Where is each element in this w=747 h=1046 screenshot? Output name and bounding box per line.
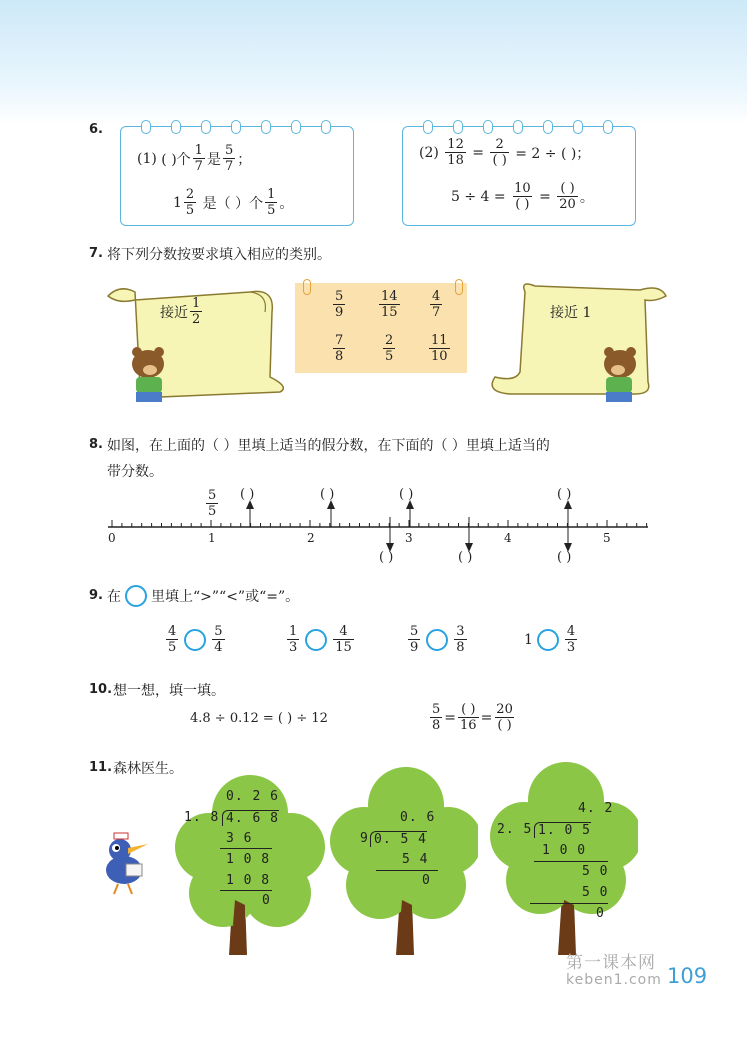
fraction: $\frac{4}{3}$ (566, 624, 576, 655)
watermark-title: 第一课本网 (566, 953, 656, 973)
question-11-number: 11. (89, 760, 113, 775)
fraction: $\frac{4}{15}$ (335, 624, 352, 655)
t3-divisor: 2. 5 (497, 822, 533, 837)
fraction-item: $\frac{4}{7}$ (432, 289, 441, 320)
t2-quotient: 0. 6 (400, 810, 436, 825)
fraction-item: $\frac{14}{15}$ (381, 289, 398, 320)
given-fraction: $\frac{5}{5}$ (208, 488, 217, 519)
text: 在 (107, 589, 121, 605)
question-6-number: 6. (89, 122, 103, 137)
equals: = (472, 144, 485, 161)
header-band (0, 0, 747, 125)
question-8-number: 8. (89, 437, 103, 452)
fraction: $\frac{1}{3}$ (289, 624, 298, 655)
equation-2[interactable] (428, 702, 517, 733)
t3-step: 1 0 0 (542, 843, 587, 858)
t1-step: 1 0 8 (226, 873, 271, 888)
tick-label: 1 (208, 531, 216, 545)
equals: = (480, 709, 493, 726)
fraction: $\frac{5}{8}$ (432, 702, 441, 733)
question-8-text: 如图，在上面的（ ）里填上适当的假分数，在下面的（ ）里填上适当的 (107, 438, 550, 454)
t1-remainder: 0 (262, 893, 271, 908)
up-arrow (406, 500, 414, 527)
question-10-text: 想一想，填一填。 (113, 683, 225, 699)
clip-icon (303, 279, 311, 295)
answer-blank-upper[interactable]: ( ) (399, 487, 414, 502)
t2-dividend: 0. 5 4 (370, 831, 427, 847)
q6-2-blank[interactable]: = 2 ÷ ( )； (515, 145, 591, 162)
tick-label: 0 (108, 531, 116, 545)
down-arrow (564, 517, 572, 552)
fraction: $\frac{5}{9}$ (410, 624, 419, 655)
compare-circle-icon (125, 585, 147, 607)
fraction: $\frac{1}{7}$ (194, 143, 203, 174)
t2-line (376, 870, 438, 871)
compare-item (285, 624, 356, 655)
answer-blank-lower[interactable]: ( ) (458, 550, 473, 565)
t3-quotient: 4. 2 (578, 801, 614, 816)
q6-right-card (402, 126, 636, 226)
fraction-item: $\frac{2}{5}$ (385, 333, 394, 364)
whole-number: 1 (524, 631, 533, 648)
t3-step: 5 0 (582, 864, 609, 879)
t3-dividend: 1. 0 5 (534, 822, 591, 838)
fraction: $\frac{2}{5}$ (185, 187, 195, 218)
page-number: 109 (667, 964, 708, 988)
category-near-one: 接近 1 (550, 305, 592, 321)
down-arrow (465, 517, 473, 552)
t1-dividend: 4. 6 8 (222, 810, 279, 826)
answer-blank-upper[interactable]: ( ) (320, 487, 335, 502)
up-arrow (327, 500, 335, 527)
q6-left-card (120, 126, 354, 226)
tree-3 (488, 760, 638, 960)
fraction: $\frac{1}{5}$ (267, 187, 276, 218)
down-arrow (386, 517, 394, 552)
watermark-url: keben1.com (566, 972, 662, 988)
fraction: $\frac{10}{( )}$ (514, 181, 531, 212)
fraction: $\frac{4}{5}$ (168, 624, 177, 655)
compare-item (164, 624, 227, 655)
text: 5 ÷ 4 = (451, 188, 506, 205)
clip-icon (455, 279, 463, 295)
text: 是 (206, 151, 221, 168)
fraction: $\frac{5}{7}$ (224, 143, 234, 174)
category-near-half (160, 296, 204, 327)
tick-label: 3 (405, 531, 413, 545)
fraction-board (295, 283, 467, 373)
compare-item (524, 624, 579, 655)
fraction: $\frac{5}{4}$ (214, 624, 223, 655)
t3-line (530, 903, 608, 904)
text: 里填上“>”“<”或“=”。 (151, 589, 300, 605)
punct: 。 (579, 189, 594, 206)
t1-line (220, 848, 272, 849)
t3-line (534, 861, 608, 862)
punct: ； (237, 151, 252, 168)
compare-circle[interactable] (426, 629, 448, 651)
question-7-text: 将下列分数按要求填入相应的类别。 (107, 247, 331, 263)
fraction: $\frac{12}{18}$ (447, 137, 464, 168)
compare-circle[interactable] (537, 629, 559, 651)
tick-label: 4 (504, 531, 512, 545)
fraction: $\frac{( )}{16}$ (460, 702, 477, 733)
question-11-text: 森林医生。 (113, 761, 183, 777)
punct: 。 (279, 195, 294, 212)
t1-divisor: 1. 8 (184, 810, 220, 825)
answer-blank-lower[interactable]: ( ) (557, 550, 572, 565)
label: 接近 (160, 304, 188, 321)
answer-blank-upper[interactable]: ( ) (557, 487, 572, 502)
t1-line (220, 890, 272, 891)
up-arrow (246, 500, 254, 527)
fraction-item: $\frac{11}{10}$ (431, 333, 448, 364)
question-7-number: 7. (89, 246, 103, 261)
t2-remainder: 0 (422, 873, 431, 888)
t1-step: 1 0 8 (226, 852, 271, 867)
question-8-text-2: 带分数。 (107, 464, 163, 480)
t1-quotient: 0. 2 6 (226, 789, 279, 804)
fraction-item: $\frac{7}{8}$ (335, 333, 344, 364)
mixed-whole: 1 (173, 194, 182, 211)
compare-circle[interactable] (184, 629, 206, 651)
fraction: $\frac{3}{8}$ (456, 624, 465, 655)
t2-divisor: 9 (360, 831, 369, 846)
t3-step: 5 0 (582, 885, 609, 900)
fraction: $\frac{2}{( )}$ (492, 137, 507, 168)
t2-step: 5 4 (402, 852, 429, 867)
q6-2-label: (2) (419, 144, 439, 161)
fraction: $\frac{1}{2}$ (192, 296, 201, 327)
compare-circle[interactable] (305, 629, 327, 651)
fraction: $\frac{20}{( )}$ (496, 702, 513, 733)
compare-item (406, 624, 469, 655)
question-9-text (107, 585, 299, 607)
equals: = (539, 188, 551, 205)
answer-blank-upper[interactable]: ( ) (240, 487, 255, 502)
question-9-number: 9. (89, 588, 103, 603)
answer-blank-lower[interactable]: ( ) (379, 550, 394, 565)
equation-1[interactable]: 4.8 ÷ 0.12 = ( ) ÷ 12 (190, 711, 328, 726)
tick-label: 5 (603, 531, 611, 545)
fraction-item: $\frac{5}{9}$ (335, 289, 344, 320)
equals: = (444, 709, 457, 726)
tick-label: 2 (307, 531, 315, 545)
t3-remainder: 0 (596, 906, 605, 921)
q6-1-blank-2[interactable]: 是（ ）个 (202, 195, 264, 212)
q6-1-blank[interactable]: ( )个 (161, 151, 191, 168)
woodpecker-doctor-icon (88, 830, 158, 898)
t1-step: 3 6 (226, 831, 253, 846)
q6-1-label: (1) (137, 150, 157, 167)
question-10-number: 10. (89, 682, 113, 697)
fraction: $\frac{( )}{20}$ (559, 181, 576, 212)
